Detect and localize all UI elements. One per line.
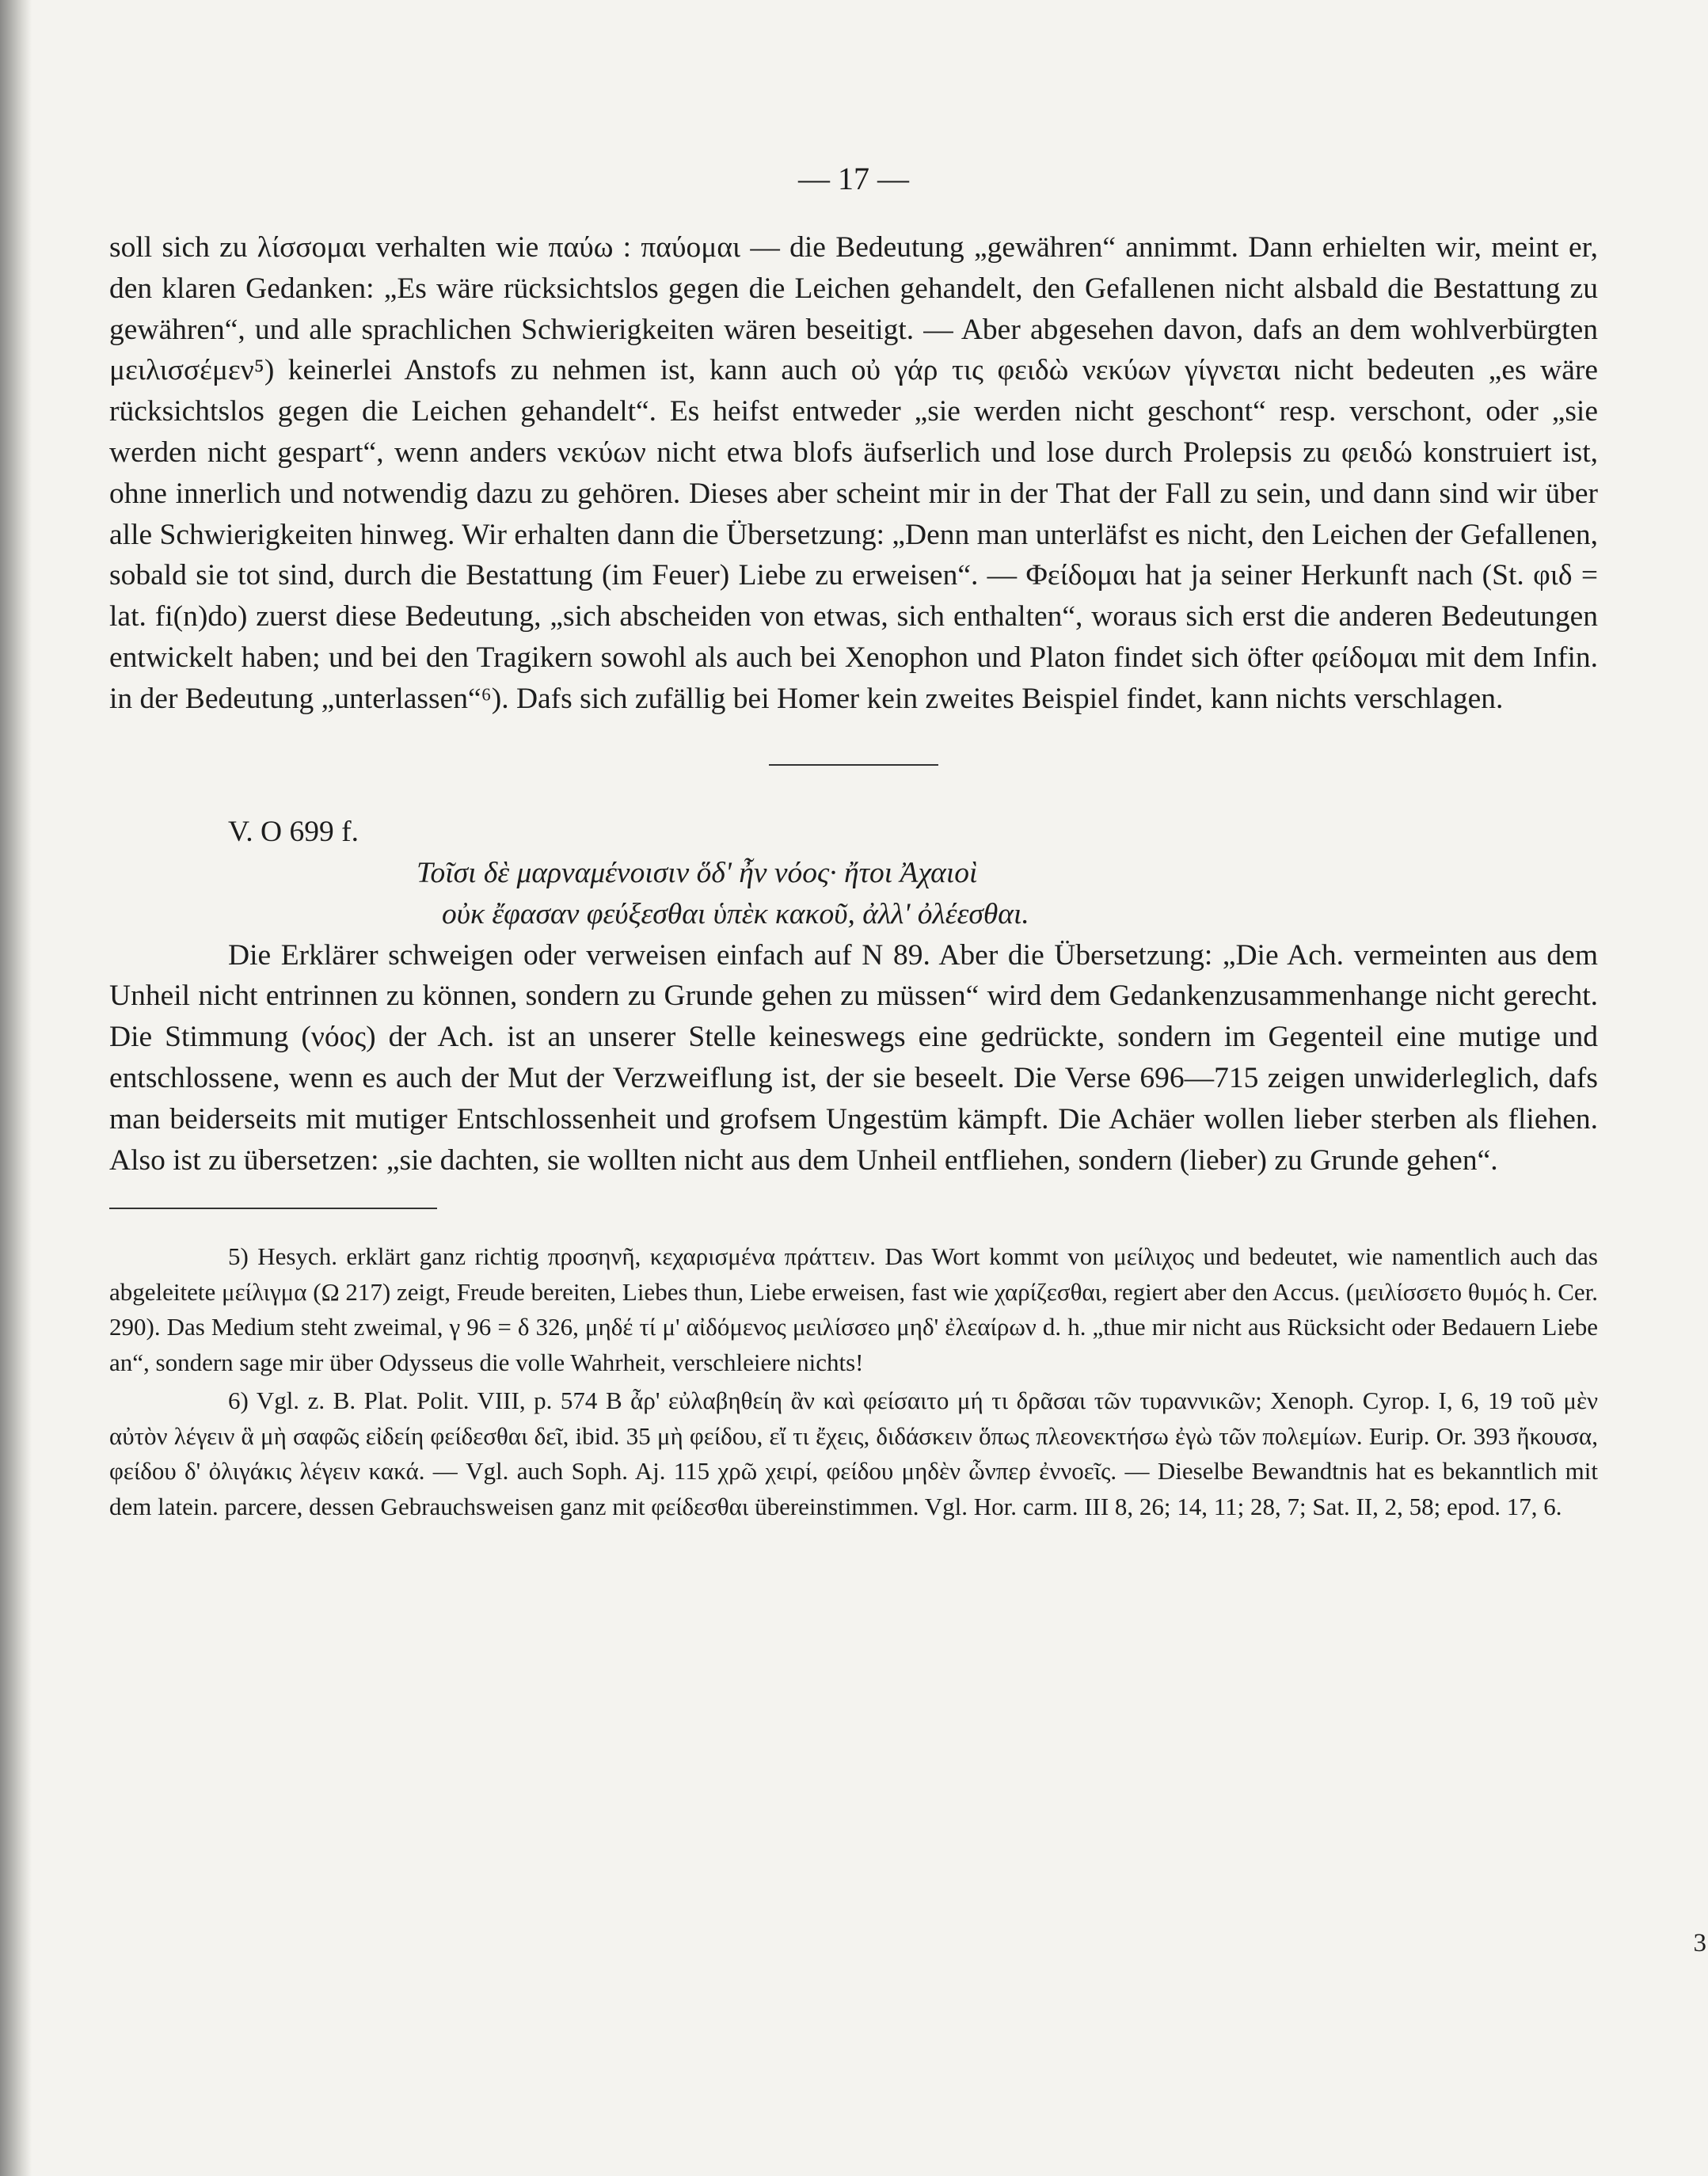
paragraph: soll sich zu λίσσομαι verhalten wie παύω : παύομαι — die Bedeutung „gewähren“ annimmt. Dann erhielten wir, meint er, den klaren Gedanken: „Es wäre rücksichtslos gegen die Leichen gehandelt, den Gefallenen nicht alsbald die Bestattung zu gewähren“, und alle sprachlichen Schwierigkeiten wären beseitigt. — Aber abgesehen davon, dafs an dem wohlverbürgten μειλισσέμεν⁵) keinerlei Anstofs zu nehmen ist, kann auch οὐ γάρ τις φειδὼ νεκύων γίγνεται nicht bedeuten „es wäre rücksichtslos gegen die Leichen gehandelt“. Es heifst entweder „sie werden nicht geschont“ resp. verschont, oder „sie werden nicht gespart“, wenn anders νεκύων nicht etwa blofs äufserlich und lose durch Prolepsis zu φειδώ konstruiert ist, ohne innerlich und notwendig dazu zu gehören. Dieses aber scheint mir in der That der Fall zu sein, und dann sind wir über alle Schwierigkeiten hinweg. Wir erhalten dann die Übersetzung: „Denn man unterläfst es nicht, den Leichen der Gefallenen, sobald sie tot sind, durch die Bestattung (im Feuer) Liebe zu erweisen“. — Φείδομαι hat ja seiner Herkunft nach (St. φιδ = lat. fi(n)do) zuerst diese Bedeutung, „sich abscheiden von etwas, sich enthalten“, woraus sich erst die anderen Bedeutungen entwickelt haben; und bei den Tragikern sowohl als auch bei Xenophon und Platon findet sich öfter φείδομαι mit dem Infin. in der Bedeutung „unterlassen“⁶). Dafs sich zufällig bei Homer kein zweites Beispiel findet, kann nichts verschlagen.	[109, 231, 1598, 715]
section-paragraph: Die Erklärer schweigen oder verweisen einfach auf N 89. Aber die Übersetzung: „Die Ach. vermeinten aus dem Unheil nicht entrinnen zu können, sondern zu Grunde gehen zu müssen“ wird dem Gedankenzusammenhange nicht gerecht. Die Stimmung (νόος) der Ach. ist an unserer Stelle keineswegs eine gedrückte, sondern im Gegenteil eine mutige und entschlossene, wenn es auch der Mut der Verzweiflung ist, der sie beseelt. Die Verse 696—715 zeigen unwiderleglich, dafs man beiderseits mit mutiger Entschlossenheit und grofsem Ungestüm kämpft. Die Achäer wollen lieber sterben als fliehen. Also ist zu übersetzen: „sie dachten, sie wollten nicht aus dem Unheil entfliehen, sondern (lieber) zu Grunde gehen“.	[109, 938, 1598, 1177]
footnotes	[109, 1239, 1598, 1524]
verse-line: οὐκ ἔφασαν φεύξεσθαι ὑπὲκ κακοῦ, ἀλλ' ὀλέεσθαι.	[442, 897, 1029, 930]
signature-mark: 3	[1693, 1929, 1706, 1957]
verse-line: Τοῖσι δὲ μαρναμένοισιν ὅδ' ἦν νόος· ἤτοι Ἀχαιοὶ	[417, 856, 978, 889]
footnote: 6) Vgl. z. B. Plat. Polit. VIII, p. 574 B ἆρ' εὐλαβηθείη ἂν καὶ φείσαιτο μή τι δρᾶσαι τῶν τυραννικῶν; Xenoph. Cyrop. I, 6, 19 τοῦ μὲν αὐτὸν λέγειν ἃ μὴ σαφῶς εἰδείη φείδεσθαι δεῖ, ibid. 35 μὴ φείδου, εἴ τι ἔχεις, διδάσκειν ὅπως πλεονεκτήσω ἐγὼ τῶν πολεμίων. Eurip. Or. 393 ἤκουσα, φείδου δ' ὀλιγάκις λέγειν κακά. — Vgl. auch Soph. Aj. 115 χρῶ χειρί, φείδου μηδὲν ὧνπερ ἐννοεῖς. — Dieselbe Bewandtnis hat es bekanntlich mit dem latein. parcere, dessen Gebrauchsweisen ganz mit φείδεσθαι übereinstimmen. Vgl. Hor. carm. III 8, 26; 14, 11; 28, 7; Sat. II, 2, 58; epod. 17, 6.	[109, 1387, 1598, 1520]
main-text	[109, 227, 1598, 720]
scan-gutter-shadow	[0, 0, 32, 2176]
document-page	[109, 150, 1598, 1524]
footnote-rule	[109, 1208, 437, 1209]
section-v	[109, 812, 1598, 1181]
page-number: — 17 —	[798, 161, 909, 196]
footnote: 5) Hesych. erklärt ganz richtig προσηνῆ, κεχαρισμένα πράττειν. Das Wort kommt von μείλιχος und bedeutet, wie namentlich auch das abgeleitete μείλιγμα (Ω 217) zeigt, Freude bereiten, Liebes thun, Liebe erweisen, fast wie χαρίζεσθαι, regiert aber den Accus. (μειλίσσετο θυμός h. Cer. 290). Das Medium steht zweimal, γ 96 = δ 326, μηδέ τί μ' αἰδόμενος μειλίσσεο μηδ' ἐλεαίρων d. h. „thue mir nicht aus Rücksicht oder Bedauern Liebe an“, sondern sage mir über Odysseus die volle Wahrheit, verschleiere nichts!	[109, 1242, 1598, 1376]
section-divider	[769, 764, 938, 766]
section-heading: V. O 699 f.	[228, 815, 359, 848]
